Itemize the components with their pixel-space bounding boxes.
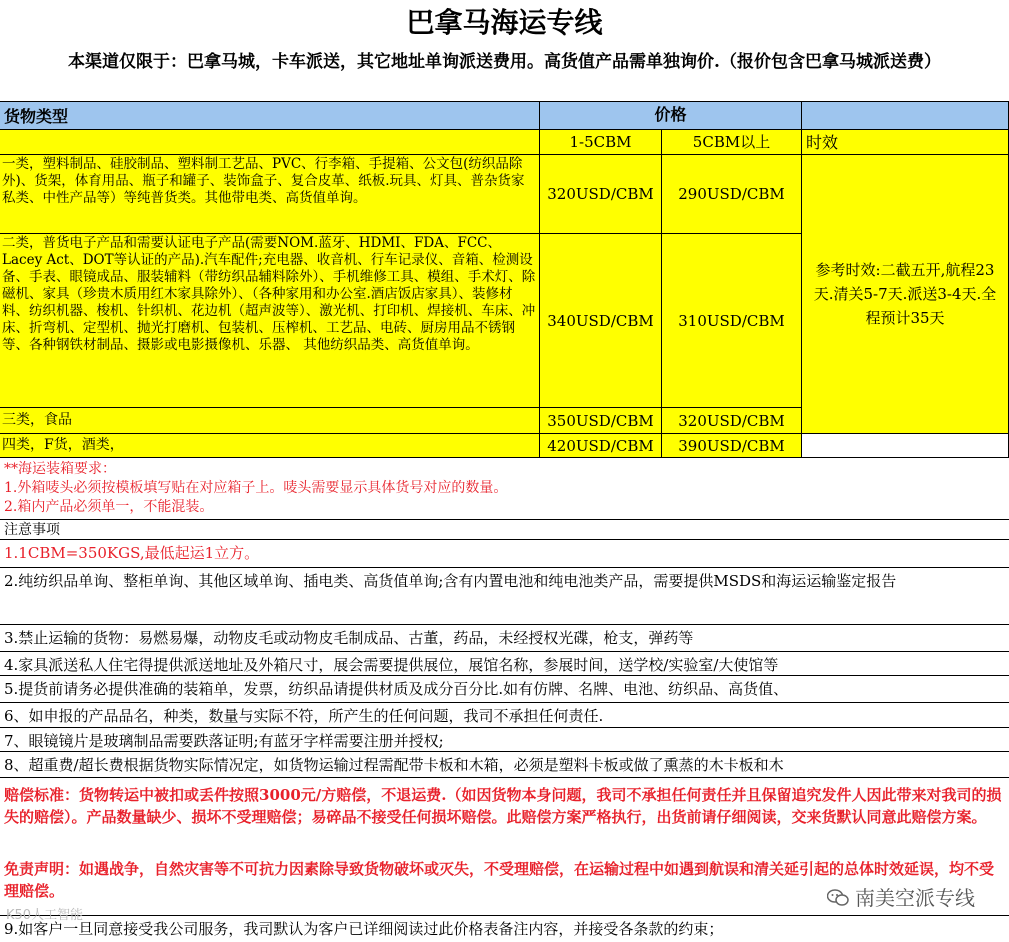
price-cat3-large: 320USD/CBM [662, 408, 802, 434]
packing-requirements [0, 458, 1009, 520]
wechat-icon [827, 889, 849, 907]
goods-category-1: 一类，塑料制品、硅胶制品、塑料制工艺品、PVC、行李箱、手提箱、公文包(纺织品除外)、货架，体育用品、瓶子和罐子、装饰盒子、复合皮革、纸板.玩具、灯具、普杂货家私类、中性产品等）等纯普货类。其他带电类、高货值单询。 [0, 155, 540, 234]
blank-cell [802, 434, 1009, 458]
price-header: 价格 [540, 102, 802, 130]
blank-subheader-cell [0, 130, 540, 155]
blank-header-cell [802, 102, 1009, 130]
packing-title: **海运装箱要求： [4, 461, 116, 477]
notes-title: 注意事项 [0, 520, 1009, 540]
channel-scope-note: 本渠道仅限于：巴拿马城，卡车派送，其它地址单询派送费用。高货值产品需单独询价.（报价包含巴拿马城派送费） [0, 46, 1009, 102]
packing-line-1: 1.外箱唛头必须按模板填写贴在对应箱子上。唛头需要显示具体货号对应的数量。 [4, 480, 508, 496]
price-cat3-small: 350USD/CBM [540, 408, 662, 434]
goods-category-3: 三类，食品 [0, 408, 540, 434]
transit-time-header: 时效 [802, 130, 1009, 155]
price-cat1-small: 320USD/CBM [540, 155, 662, 234]
price-cat2-large: 310USD/CBM [662, 234, 802, 408]
wechat-watermark [823, 882, 979, 911]
price-cat1-large: 290USD/CBM [662, 155, 802, 234]
page-title: 巴拿马海运专线 [406, 6, 603, 39]
range-over-5cbm: 5CBM以上 [662, 130, 802, 155]
goods-category-2: 二类，普货电子产品和需要认证电子产品(需要NOM.蓝牙、HDMI、FDA、FCC、Lacey Act、DOT等认证的产品).汽车配件;充电器、收音机、行车记录仪、音箱、检测设备、手表、眼镜成品、服装辅料（带纺织品辅料除外）、手机维修工具、模组、手术灯、除磁机、家具（珍贵木质用红木家具除外）、（各种家用和办公室.酒店饭店家具）、装修材料、纺织机器、梭机、针织机、花边机（超声波等）、激光机、打印机、焊接机、车床、冲床、折弯机、定型机、抛光打磨机、包装机、压榨机、工艺品、电砖、厨房用品不锈钢等、各种钢铁材制品、摄影或电影摄像机、乐器、 其他纺织品类、高货值单询。 [0, 234, 540, 408]
price-cat2-small: 340USD/CBM [540, 234, 662, 408]
price-cat4-large: 390USD/CBM [662, 434, 802, 458]
note-5: 5.提货前请务必提供准确的装箱单，发票，纺织品请提供材质及成分百分比.如有仿牌、名牌、电池、纺织品、高货值、 [0, 676, 1009, 703]
transit-time-note: 参考时效:二截五开,航程23天.清关5-7天.派送3-4天.全程预计35天 [802, 155, 1009, 434]
corner-watermark: K50人工智能 [6, 908, 84, 923]
range-1-5cbm: 1-5CBM [540, 130, 662, 155]
note-3: 3.禁止运输的货物：易燃易爆，动物皮毛或动物皮毛制成品、古董，药品，未经授权光碟，枪支，弹药等 [0, 625, 1009, 652]
note-2: 2.纯纺织品单询、整柜单询、其他区域单询、插电类、高货值单询;含有内置电池和纯电池类产品，需要提供MSDS和海运运输鉴定报告 [0, 568, 1009, 625]
footer-note-9: 9.如客户一旦同意接受我公司服务，我司默认为客户已详细阅读过此价格表备注内容，并接受各条款的约束； [4, 920, 724, 938]
watermark-text: 南美空派专线 [855, 886, 975, 910]
price-cat4-small: 420USD/CBM [540, 434, 662, 458]
compensation-standard: 赔偿标准：货物转运中被扣或丢件按照3000元/方赔偿，不退运费.（如因货物本身问题，我司不承担任何责任并且保留追究发件人因此带来对我司的损失的赔偿）。产品数量缺少、损坏不受理赔偿；易碎品不接受任何损坏赔偿。此赔偿方案严格执行，出货前请仔细阅读，交来货默认同意此赔偿方案。 [4, 786, 1002, 826]
note-8: 8、超重费/超长费根据货物实际情况定，如货物运输过程需配带卡板和木箱，必须是塑料卡板或做了熏蒸的木卡板和木 [0, 752, 1009, 778]
goods-category-4: 四类，F货，酒类， [0, 434, 540, 458]
note-1: 1.1CBM=350KGS,最低起运1立方。 [0, 540, 1009, 568]
disclaimer: 免责声明：如遇战争，自然灾害等不可抗力因素除导致货物破坏或灭失，不受理赔偿，在运输过程中如遇到航误和清关延引起的总体时效延误，均不受理赔偿。 [0, 856, 1009, 916]
note-7: 7、眼镜镜片是玻璃制品需要跌落证明;有蓝牙字样需要注册并授权; [0, 728, 1009, 752]
goods-type-header: 货物类型 [0, 102, 540, 130]
packing-line-2: 2.箱内产品必须单一，不能混装。 [4, 499, 214, 515]
note-4: 4.家具派送私人住宅得提供派送地址及外箱尺寸，展会需要提供展位，展馆名称，参展时间，送学校/实验室/大使馆等 [0, 652, 1009, 676]
note-6: 6、如申报的产品品名，种类，数量与实际不符，所产生的任何问题，我司不承担任何责任. [0, 703, 1009, 728]
